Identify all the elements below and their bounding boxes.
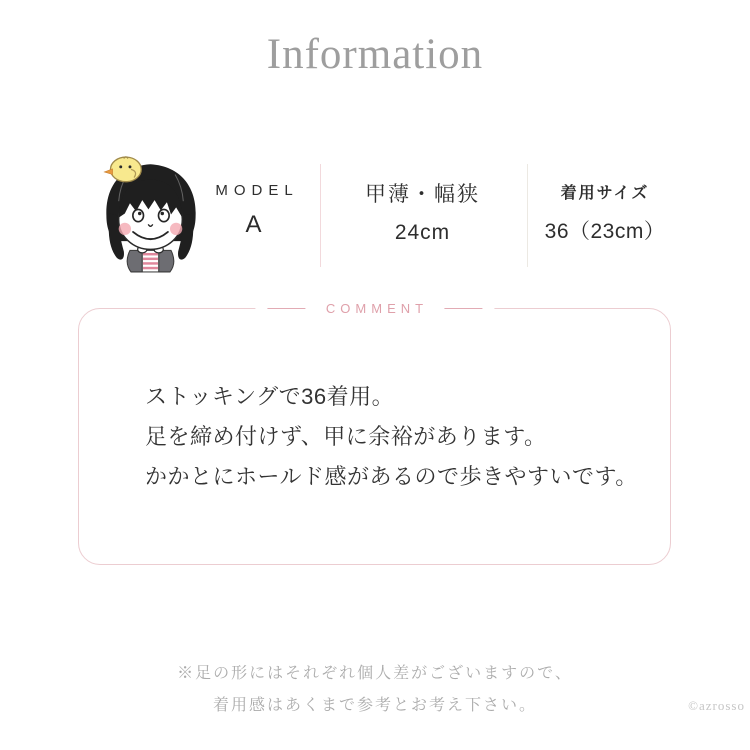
fit-label: 甲薄・幅狭 xyxy=(365,183,480,206)
divider-model-fit xyxy=(320,164,321,267)
model-label: MODEL xyxy=(215,182,299,199)
comment-label-text: COMMENT xyxy=(325,301,429,316)
comment-body xyxy=(79,309,670,497)
model-block xyxy=(200,182,308,239)
footer-note-line: 着用感はあくまで参考とお考え下さい。 xyxy=(212,697,537,714)
girl-illustration-svg xyxy=(96,154,206,274)
page-title: Information xyxy=(266,31,484,78)
girl-with-chick-illustration xyxy=(96,154,206,274)
comment-line: 足を締め付けず、甲に余裕があります。 xyxy=(145,424,547,449)
comment-line: かかとにホールド感があるので歩きやすいです。 xyxy=(145,464,638,489)
comment-label xyxy=(255,301,494,316)
comment-label-dash-left xyxy=(267,308,305,309)
fit-block xyxy=(345,178,500,245)
comment-line: ストッキングで36着用。 xyxy=(145,384,395,409)
model-value: A xyxy=(245,211,263,238)
copyright-text: ©azrosso xyxy=(688,698,745,713)
footer-note-line: ※足の形にはそれぞれ個人差がございますので、 xyxy=(177,665,573,682)
size-block xyxy=(530,180,680,245)
divider-fit-size xyxy=(527,164,528,267)
wear-size-label: 着用サイズ xyxy=(560,185,650,202)
fit-value: 24cm xyxy=(394,221,451,244)
wear-size-value: 36（23cm） xyxy=(544,220,666,243)
comment-box xyxy=(78,301,671,565)
model-info-row xyxy=(0,150,750,280)
footer-note xyxy=(0,658,750,722)
comment-label-dash-right xyxy=(444,308,482,309)
chick-icon xyxy=(104,157,141,182)
